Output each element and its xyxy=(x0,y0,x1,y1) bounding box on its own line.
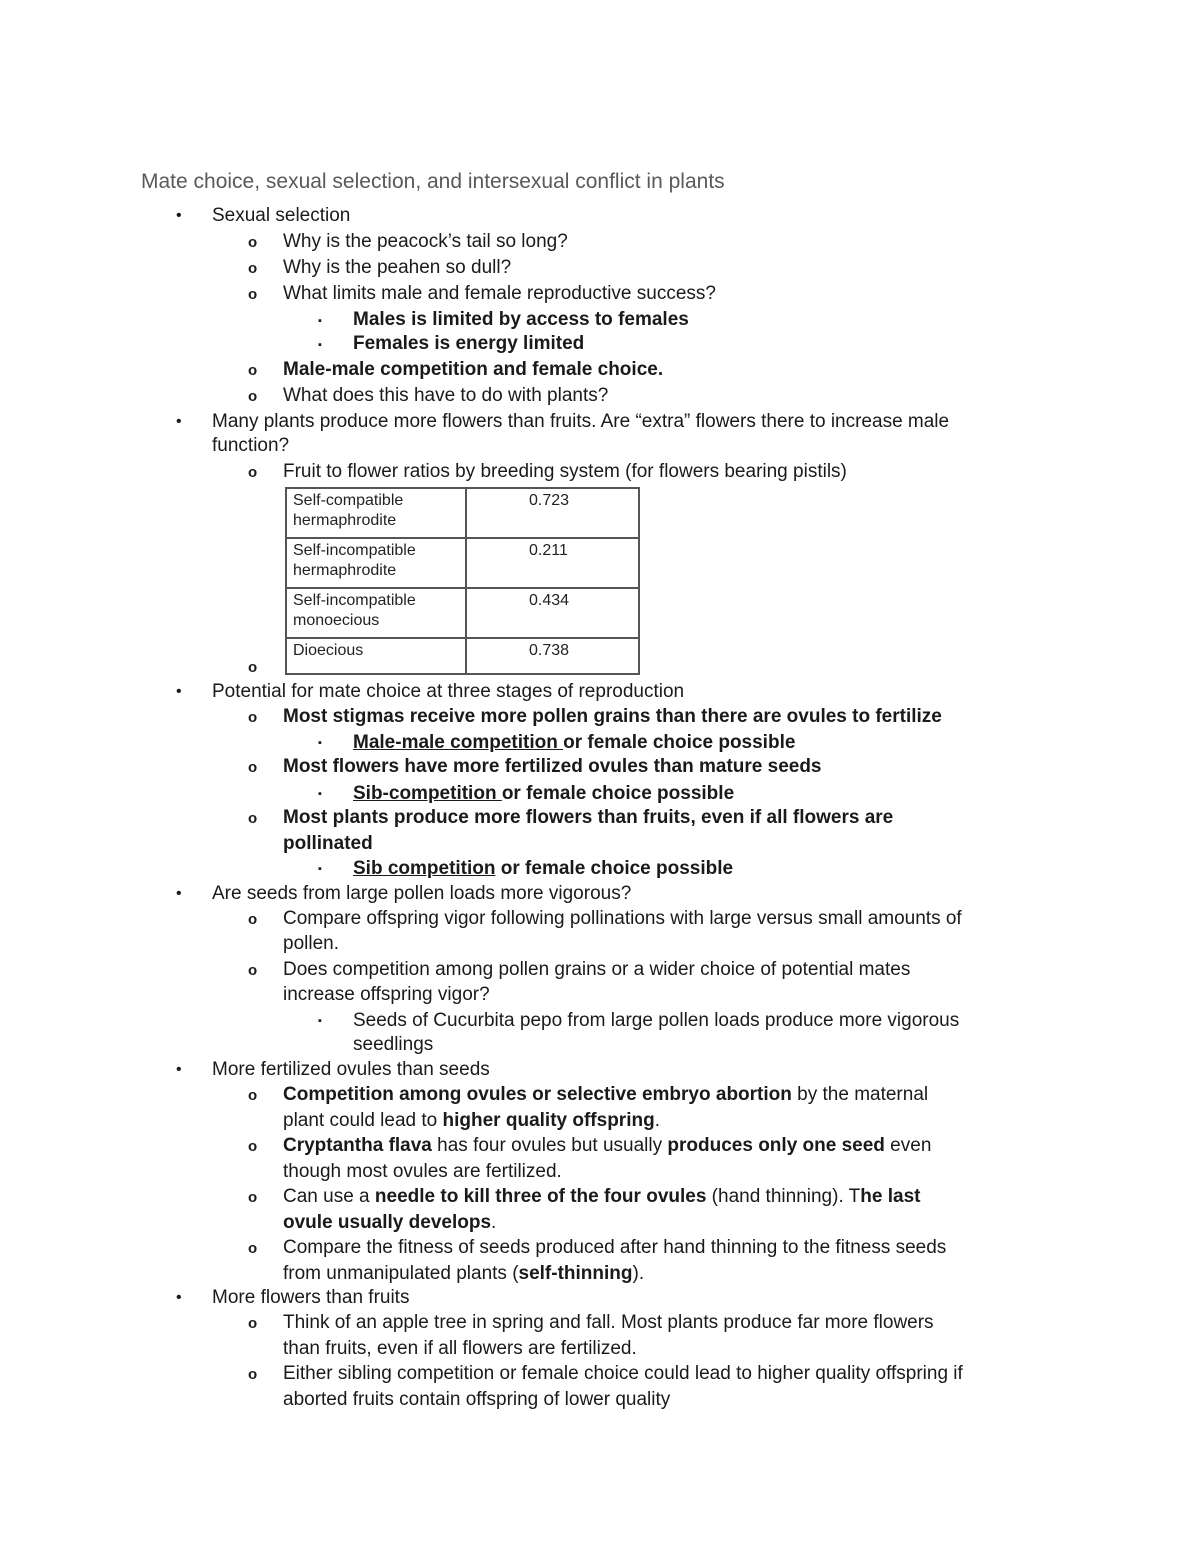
list-item-cont: from unmanipulated plants (self-thinning). xyxy=(283,1263,645,1284)
section-heading: Potential for mate choice at three stages of reproduction xyxy=(212,681,685,702)
table-cell-label: Self-compatible hermaphrodite xyxy=(286,488,466,538)
bullet-o: o xyxy=(248,911,258,928)
list-item: Cryptantha flava has four ovules but usually produces only one seed even xyxy=(283,1135,932,1156)
table-row xyxy=(286,588,639,638)
bullet-o: o xyxy=(248,234,258,251)
bullet-square: ▪ xyxy=(318,339,322,351)
bullet-dot: • xyxy=(176,1289,182,1306)
list-item: Females is energy limited xyxy=(353,333,585,354)
bullet-o: o xyxy=(248,1366,258,1383)
list-item-cont: increase offspring vigor? xyxy=(283,984,490,1005)
list-item: Most flowers have more fertilized ovules than mature seeds xyxy=(283,756,822,777)
list-item: Why is the peahen so dull? xyxy=(283,257,512,278)
list-item: Male-male competition and female choice. xyxy=(283,359,664,380)
list-item-cont: plant could lead to higher quality offspring. xyxy=(283,1110,660,1131)
section-heading: Sexual selection xyxy=(212,205,351,226)
list-item-cont: seedlings xyxy=(353,1034,434,1055)
list-item: Male-male competition or female choice possible xyxy=(353,732,796,753)
bullet-dot: • xyxy=(176,1061,182,1078)
bullet-o: o xyxy=(248,962,258,979)
table-cell-value: 0.738 xyxy=(466,638,639,674)
list-item-cont: though most ovules are fertilized. xyxy=(283,1161,562,1182)
bullet-o: o xyxy=(248,1240,258,1257)
list-item: Most plants produce more flowers than fruits, even if all flowers are xyxy=(283,807,894,828)
list-item: Fruit to flower ratios by breeding system (for flowers bearing pistils) xyxy=(283,461,847,482)
list-item: Sib competition or female choice possible xyxy=(353,858,734,879)
bullet-o: o xyxy=(248,464,258,481)
list-item: Think of an apple tree in spring and fall. Most plants produce far more flowers xyxy=(283,1312,934,1333)
bullet-o: o xyxy=(248,286,258,303)
section-heading: Are seeds from large pollen loads more vigorous? xyxy=(212,883,632,904)
bullet-o: o xyxy=(248,1138,258,1155)
bullet-square: ▪ xyxy=(318,788,322,800)
list-item-cont: aborted fruits contain offspring of lower quality xyxy=(283,1389,671,1410)
section-heading: Many plants produce more flowers than fruits. Are “extra” flowers there to increase male xyxy=(212,411,950,432)
bullet-o: o xyxy=(248,362,258,379)
bullet-square: ▪ xyxy=(318,737,322,749)
table-cell-label: Self-incompatible hermaphrodite xyxy=(286,538,466,588)
bullet-square: ▪ xyxy=(318,1015,322,1027)
table-row xyxy=(286,538,639,588)
table-cell-label: Dioecious xyxy=(286,638,466,674)
bullet-o: o xyxy=(248,1315,258,1332)
list-item: Why is the peacock’s tail so long? xyxy=(283,231,568,252)
table-row xyxy=(286,488,639,538)
list-item-cont: ovule usually develops. xyxy=(283,1212,497,1233)
bullet-o: o xyxy=(248,759,258,776)
table-cell-value: 0.434 xyxy=(466,588,639,638)
section-heading-cont: function? xyxy=(212,435,290,456)
page-title: Mate choice, sexual selection, and intersexual conflict in plants xyxy=(141,170,725,193)
list-item: Either sibling competition or female choice could lead to higher quality offspring if xyxy=(283,1363,963,1384)
bullet-dot: • xyxy=(176,885,182,902)
list-item-cont: pollinated xyxy=(283,833,373,854)
bullet-dot: • xyxy=(176,413,182,430)
bullet-o: o xyxy=(248,388,258,405)
list-item: Does competition among pollen grains or a wider choice of potential mates xyxy=(283,959,911,980)
list-item: Sib-competition or female choice possible xyxy=(353,783,735,804)
list-item: What does this have to do with plants? xyxy=(283,385,609,406)
list-item: Compare offspring vigor following pollinations with large versus small amounts of xyxy=(283,908,962,929)
bullet-square: ▪ xyxy=(318,315,322,327)
list-item: Competition among ovules or selective embryo abortion by the maternal xyxy=(283,1084,929,1105)
list-item: Can use a needle to kill three of the four ovules (hand thinning). The last xyxy=(283,1186,921,1207)
list-item: Males is limited by access to females xyxy=(353,309,689,330)
table-cell-value: 0.723 xyxy=(466,488,639,538)
bullet-dot: • xyxy=(176,683,182,700)
bullet-o: o xyxy=(248,709,258,726)
list-item-cont: than fruits, even if all flowers are fertilized. xyxy=(283,1338,637,1359)
bullet-o: o xyxy=(248,260,258,277)
bullet-o: o xyxy=(248,810,258,827)
fruit-flower-ratio-table xyxy=(285,487,640,675)
list-item: Compare the fitness of seeds produced after hand thinning to the fitness seeds xyxy=(283,1237,947,1258)
bullet-o: o xyxy=(248,1087,258,1104)
table-cell-value: 0.211 xyxy=(466,538,639,588)
list-item: What limits male and female reproductive success? xyxy=(283,283,716,304)
list-item: Seeds of Cucurbita pepo from large pollen loads produce more vigorous xyxy=(353,1010,960,1031)
bullet-square: ▪ xyxy=(318,863,322,875)
list-item-cont: pollen. xyxy=(283,933,339,954)
bullet-o: o xyxy=(248,1189,258,1206)
bullet-o: o xyxy=(248,659,258,676)
bullet-dot: • xyxy=(176,207,182,224)
table-cell-label: Self-incompatible monoecious xyxy=(286,588,466,638)
section-heading: More flowers than fruits xyxy=(212,1287,410,1308)
table-row xyxy=(286,638,639,674)
list-item: Most stigmas receive more pollen grains than there are ovules to fertilize xyxy=(283,706,942,727)
section-heading: More fertilized ovules than seeds xyxy=(212,1059,490,1080)
